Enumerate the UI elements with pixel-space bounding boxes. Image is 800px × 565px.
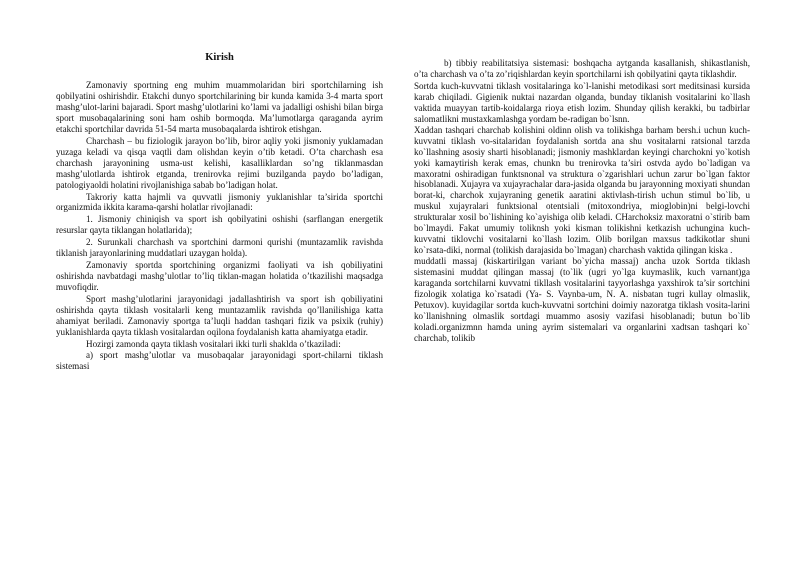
- left-paragraph-5: Sport mashg’ulotlarini jarayonidagi jadallashtirish va sport ish qobiliyatini oshirishda qayta tiklash vositalarli keng muntazamlik ravishda qo’llanilishiga katta ahamiyat beriladi. Zamonaviy sportga ta’luqli haddan tashqari fizik va psixik (ruhiy) yuklanishlarda qayta tiklash vositalardan oqilona foydalanish katta ahamiyatga etadir.: [56, 294, 383, 337]
- right-column: [414, 58, 750, 344]
- left-paragraph-1: Zamonaviy sportning eng muhim muammolaridan biri sportchilarning ish qobilyatini oshirishdir. Etakchi dunyo sportchilarining bir kunda kamida 3-4 marta sport mashg’ulot-larini bajaradi. Sport mashg’ulotlarini ko’lami va jadalligi oshishi bilan birga sport musobaqalarining soni ham oshib bormoqda. Ma’lumotlarga qaraganda ayrim etakchi sportchilar davrida 51-54 marta musobaqalarda ishtirok etishgan.: [56, 80, 383, 134]
- right-paragraph-4: muddatli massaj (kiskartirilgan variant bo`yicha massaj) ancha uzok Sortda tiklash sistemasini muddat qilingan massaj (to`lik (ugri yo`lga kuymaslik, kuch varnant)ga karaganda sortchilarni kuvvatni tikllash vositalarini tayyorlashga yaxshirok ta’sir sortchini fizologik xolatiga ko`rsatadi (Ya- S. Vaynba-um, N. A. nisbatan tugri kullay olmaslik, Petuxov). kuyidagilar sortda kuch-kuvvatni sortchini doimiy nazoratga tiklash vosita-larini ko`llanishning olmaslik sortdagi muammo asosiy vazifasi hisoblanadi; butun bo`lib koladi.organizmnn hamda uning ayrim sistemalari va organlarini xadtsan tashqari ko` charchab, tolikib: [414, 256, 750, 343]
- left-list-item-2: 2. Surunkali charchash va sportchini darmoni qurishi (muntazamlik ravishda tiklanish jarayonlarining muddatlari uzaygan holda).: [56, 237, 383, 259]
- left-list-item-1: 1. Jismoniy chiniqish va sport ish qobilyatini oshishi (sarflangan energetik resurslar qayta tiklangan holatlarida);: [56, 214, 383, 236]
- left-paragraph-3: Takroriy katta hajmli va quvvatli jismoniy yuklanishlar ta’sirida sportchi organizmida ikkita karama-qarshi holatlar rivojlanadi:: [56, 191, 383, 213]
- page-title: Kirish: [205, 52, 234, 63]
- left-column: [56, 52, 383, 372]
- right-paragraph-1: b) tibbiy reabilitatsiya sistemasi: boshqacha aytganda kasallanish, shikastlanish, o’ta charchash va o’ta zo’riqishlardan keyin sportchilarni ish qobilyatini qayta tiklashdir.: [414, 58, 750, 79]
- right-paragraph-3: Xaddan tashqari charchab kolishini oldinn olish va tolikishga barham bersh.i uchun kuch-kuvvatni tiklash vo-sitalaridan foydalanish sortda ana shu vositalarni ratsional tarzda ko`llashning asosiy sharti hisoblanadi; jismoniy mashklardan keyingi charchokni yo`kotish yoki kamaytirish kerak emas, chunkn bu trenirovka ta’siri ostvda aydo bo`ladigan va maxoratni oshiradigan funktsnonal va struktura o`zgarishlari uchun zarur bo`lgan faktor hisoblanadi. Xujayra va xujayrachalar dara-jasida olganda bu jarayonning moxiyati shundan borat-ki, charchok xujayraning genetik aaratini aktivlash-tirish uchun stimul bo`lib, u muskul xujayralari funktsional otentsiali (mitoxondriya, mioglobin)ni belgi-lovchi strukturalar xosil bo`lishining ko`ayishiga olib keladi. CHarchoksiz maxoratni o`stirib bam bo`lmaydi. Fakat umumiy toliknsh yoki kisman tolikishni ketkazish uchungina kuch-kuvvatni tiklovchi vositalarni ko`llash lozim. Olib borilgan maxsus tadkikotlar shuni ko`rsata-diki, normal (tolikish darajasida bo`lmagan) charchash vaktida qilingan kiska .: [414, 124, 750, 256]
- left-paragraph-4: Zamonaviy sportda sportchining organizmi faoliyati va ish qobiliyatini oshirishda navbatdagi mashg’ulotlar to’liq tiklan-magan holatida o’tkazilishi maqsadga muvofiqdir.: [56, 260, 383, 293]
- left-paragraph-7: a) sport mashg’ulotlar va musobaqalar jarayonidagi sport-chilarni tiklash sistemasi: [56, 349, 383, 371]
- right-paragraph-2: Sortda kuch-kuvvatni tiklash vositalaringa ko`l-lanishi metodikasi sort meditsinasi kursida karab chiqiladi. Gigienik nuktai nazardan olganda, bunday tiklanish vositalarini ko`llash vaktida muayyan tartib-koidalarga rioya etish lozim. Shunday qilish kerakki, bu tadbirlar salomatlikni mustaxkamlashga yordam be-radigan bo`lsnn.: [414, 80, 750, 124]
- left-paragraph-6: Hozirgi zamonda qayta tiklash vositalari ikki turli shaklda o’tkaziladi:: [86, 338, 341, 349]
- left-paragraph-2: Charchash – bu fiziologik jarayon bo’lib, biror aqliy yoki jismoniy yuklamadan yuzaga keladi va qisqa vaqtli dam olishdan keyin o’tib ketadi. O’ta charchash esa charchash jarayonining usma-ust kelishi, kasalliklardan so’ng tiklanmasdan mashg’ulotlarda ishtirok etganda, trenirovka rejimi buzilganda paydo bo’ladigan, patologiyaoldi holatini rivojlanishiga sabab bo’ladigan holat.: [56, 135, 383, 190]
